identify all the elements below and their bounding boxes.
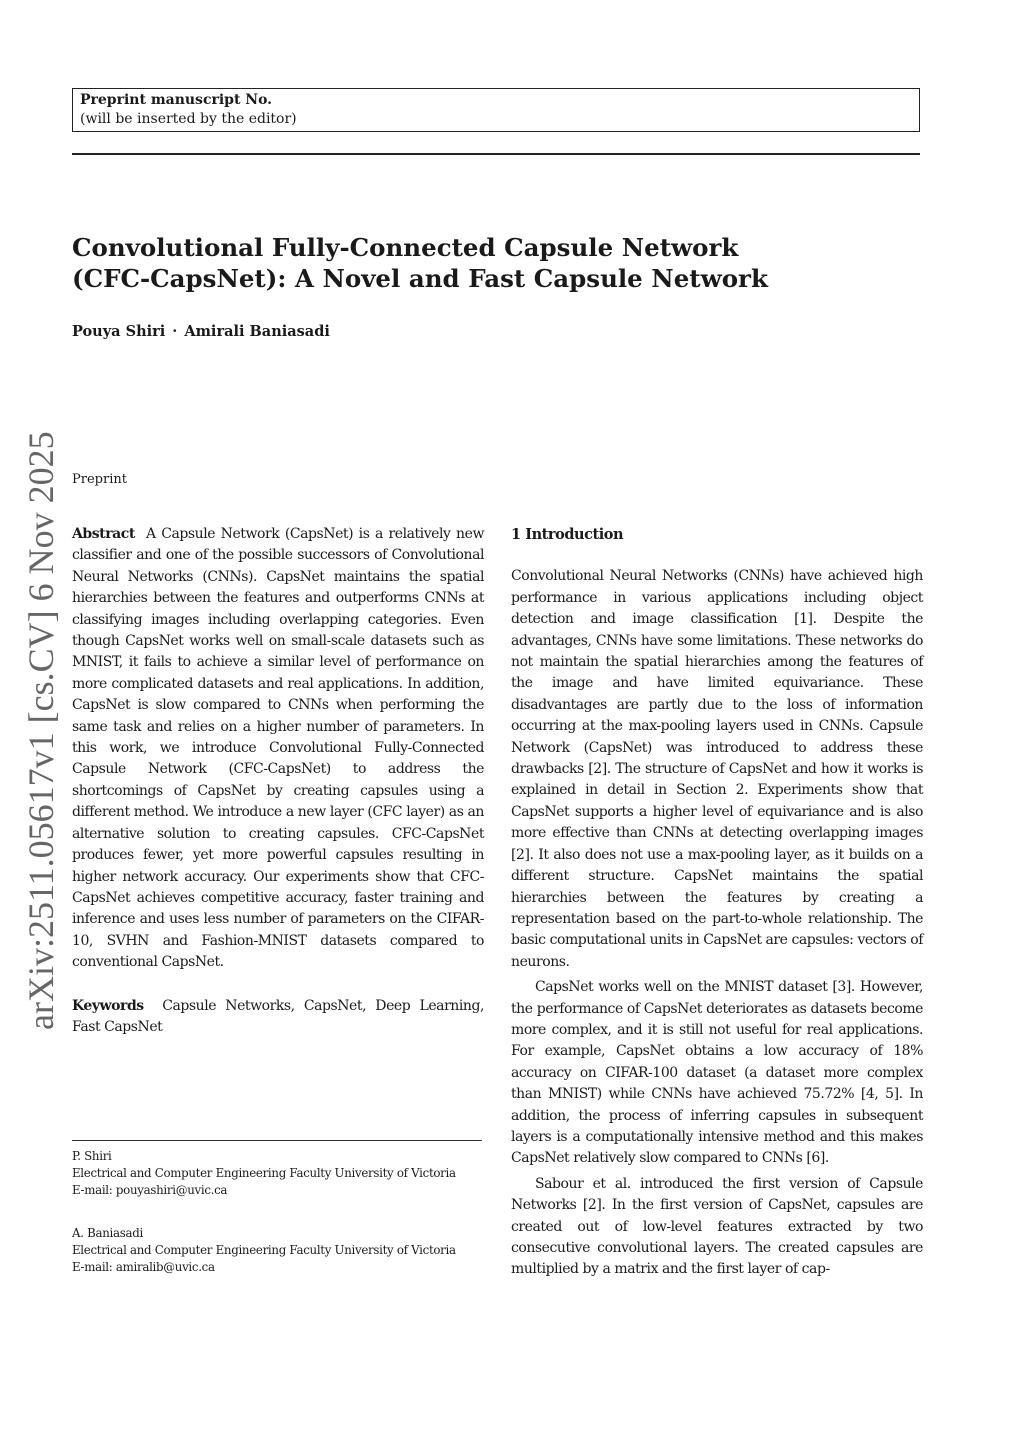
affiliation-name: P. Shiri	[72, 1149, 112, 1163]
section-heading: 1 Introduction	[511, 526, 624, 543]
affiliation-2	[72, 1225, 484, 1276]
intro-paragraph-2: CapsNet works well on the MNIST dataset [3]. However, the performance of CapsNet deteriorates as datasets become more complex, and it is still not useful for real applications. For example, CapsNet obtains a low accuracy of 18% accuracy on CIFAR-100 dataset (a dataset more complex than MNIST) while CNNs have achieved 75.72% [4, 5]. In addition, the process of inferring capsules in subsequent layers is a computationally intensive method and this makes CapsNet relatively slow compared to CNNs [6].	[511, 979, 923, 1167]
author-separator: ·	[172, 323, 178, 340]
manuscript-note: (will be inserted by the editor)	[80, 111, 297, 127]
abstract	[72, 524, 484, 974]
affiliation-name: A. Baniasadi	[72, 1226, 143, 1240]
abstract-text: A Capsule Network (CapsNet) is a relatively new classifier and one of the possible successors of Convolutional Neural Networks (CNNs). CapsNet maintains the spatial hierarchies between the features and outperforms CNNs at classifying images including overlapping categories. Even though CapsNet works well on small-scale datasets such as MNIST, it fails to achieve a similar level of performance on more complicated datasets and real applications. In addition, CapsNet is slow compared to CNNs when performing the same task and relies on a higher number of parameters. In this work, we introduce Convolutional Fully-Connected Capsule Network (CFC-CapsNet) to address the shortcomings of CapsNet by creating capsules using a different method. We introduce a new layer (CFC layer) as an alternative solution to creating capsules. CFC-CapsNet produces fewer, yet more powerful capsules resulting in higher network accuracy. Our experiments show that CFC-CapsNet achieves competitive accuracy, faster training and inference and uses less number of parameters on the CIFAR-10, SVHN and Fashion-MNIST datasets compared to conventional CapsNet.	[72, 526, 484, 971]
arxiv-identifier: arXiv:2511.05617v1 [cs.CV] 6 Nov 2025	[21, 431, 61, 1030]
manuscript-label: Preprint manuscript No.	[80, 92, 273, 108]
author-2: Amirali Baniasadi	[184, 323, 330, 340]
author-list	[72, 323, 330, 340]
author-1: Pouya Shiri	[72, 323, 166, 340]
intro-paragraph-3: Sabour et al. introduced the first version of Capsule Networks [2]. In the first version of CapsNet, capsules are created out of low-level features extracted by two consecutive convolutional layers. The created capsules are multiplied by a matrix and the first layer of cap-	[511, 1175, 923, 1278]
left-column	[72, 524, 484, 1038]
title-line-1: Convolutional Fully-Connected Capsule Network	[72, 233, 739, 262]
keywords-text: Capsule Networks, CapsNet, Deep Learning, Fast CapsNet	[72, 997, 484, 1035]
footnote-rule	[72, 1140, 482, 1141]
paper-title	[72, 232, 932, 294]
preprint-tag: Preprint	[72, 472, 127, 487]
abstract-label: Abstract	[72, 526, 135, 542]
affiliation-dept: Electrical and Computer Engineering Faculty University of Victoria	[72, 1243, 456, 1257]
header-rule	[72, 153, 920, 155]
affiliation-dept: Electrical and Computer Engineering Faculty University of Victoria	[72, 1166, 456, 1180]
keywords	[72, 996, 484, 1039]
intro-paragraph-1: Convolutional Neural Networks (CNNs) have achieved high performance in various applications including object detection and image classification [1]. Despite the advantages, CNNs have some limitations. These networks do not maintain the spatial hierarchies among the features of the image and have limited equivariance. These disadvantages are partly due to the loss of information occurring at the max-pooling layers used in CNNs. Capsule Network (CapsNet) was introduced to address these drawbacks [2]. The structure of CapsNet and how it works is explained in detail in Section 2. Experiments show that CapsNet supports a higher level of equivariance and is also more effective than CNNs at detecting overlapping images [2]. It also does not use a max-pooling layer, as it builds on a different structure. CapsNet maintains the spatial hierarchies between the features by creating a representation based on the part-to-whole relationship. The basic computational units in CapsNet are capsules: vectors of neurons.	[511, 568, 923, 970]
affiliation-1	[72, 1148, 484, 1199]
title-line-2: (CFC-CapsNet): A Novel and Fast Capsule Network	[72, 264, 768, 293]
keywords-label: Keywords	[72, 997, 144, 1014]
affiliation-email: E-mail: amiralib@uvic.ca	[72, 1260, 215, 1274]
affiliation-email: E-mail: pouyashiri@uvic.ca	[72, 1183, 228, 1197]
editor-header-box	[72, 88, 920, 132]
right-column	[511, 524, 923, 1281]
